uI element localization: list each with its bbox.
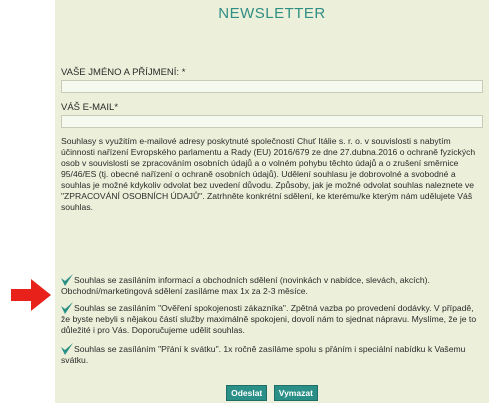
checkmark-icon[interactable] bbox=[61, 343, 73, 355]
email-label: VÁŠ E-MAIL* bbox=[61, 102, 119, 113]
form-buttons bbox=[55, 383, 489, 401]
submit-button[interactable]: Odeslat bbox=[226, 385, 267, 401]
newsletter-title: NEWSLETTER bbox=[218, 5, 326, 22]
consent-item-satisfaction[interactable] bbox=[61, 302, 483, 336]
newsletter-panel bbox=[55, 0, 489, 403]
consent-label-satisfaction: Souhlas se zasíláním "Ověření spokojenosti zákazníka". Zpětná vazba po provedení dodávky. V případě, že byste nebyli s nějakou částí služby maximálně spokojeni, dovolí nám to sjednat nápravu. Myslíme, že je to důležité i pro Vás. Doporučujeme udělit souhlas. bbox=[61, 303, 477, 335]
consent-item-nameday[interactable] bbox=[61, 343, 483, 366]
name-input[interactable] bbox=[61, 80, 483, 93]
consent-label-nameday: Souhlas se zasíláním "Přání k svátku". 1x ročně zasíláme spolu s přáním i speciální nabídku k Vašemu svátku. bbox=[61, 344, 466, 365]
checkmark-icon[interactable] bbox=[61, 302, 73, 314]
name-label: VAŠE JMÉNO A PŘÍJMENÍ: * bbox=[61, 67, 186, 78]
reset-button[interactable]: Vymazat bbox=[274, 385, 318, 401]
consent-item-marketing[interactable] bbox=[61, 274, 483, 297]
consent-description: Souhlasy s využitím e-mailové adresy poskytnuté společností Chuť Itálie s. r. o. v souvislosti s nabytím účinnosti nařízení Evropského parlamentu a Rady (EU) 2016/679 ze dne 27.dubna.2016 o ochraně fyzických osob v souvislosti se zpracováním osobních údajů a o volném pohybu těchto údajů a o zrušení směrnice 95/46/ES (tj. obecné nařízení o ochraně osobních údajů). Udělení souhlasu je dobrovolné a svobodné a souhlas je možné kdykoliv odvolat bez uvedení důvodu. Způsoby, jak je možné odvolat souhlas naleznete ve "ZPRACOVÁNÍ OSOBNÍCH ÚDAJŮ". Zatrhněte konkrétní sdělení, ke kterému/ke kterým nám udělujete Váš souhlas. bbox=[61, 136, 476, 212]
red-arrow-icon bbox=[11, 279, 51, 311]
consent-label-marketing: Souhlas se zasíláním informací a obchodních sdělení (novinkách v nabídce, slevách, akcích). Obchodní/marketingová sdělení zasíláme max 1x za 2-3 měsíce. bbox=[61, 275, 430, 296]
email-input[interactable] bbox=[61, 115, 483, 128]
checkmark-icon[interactable] bbox=[61, 274, 73, 286]
